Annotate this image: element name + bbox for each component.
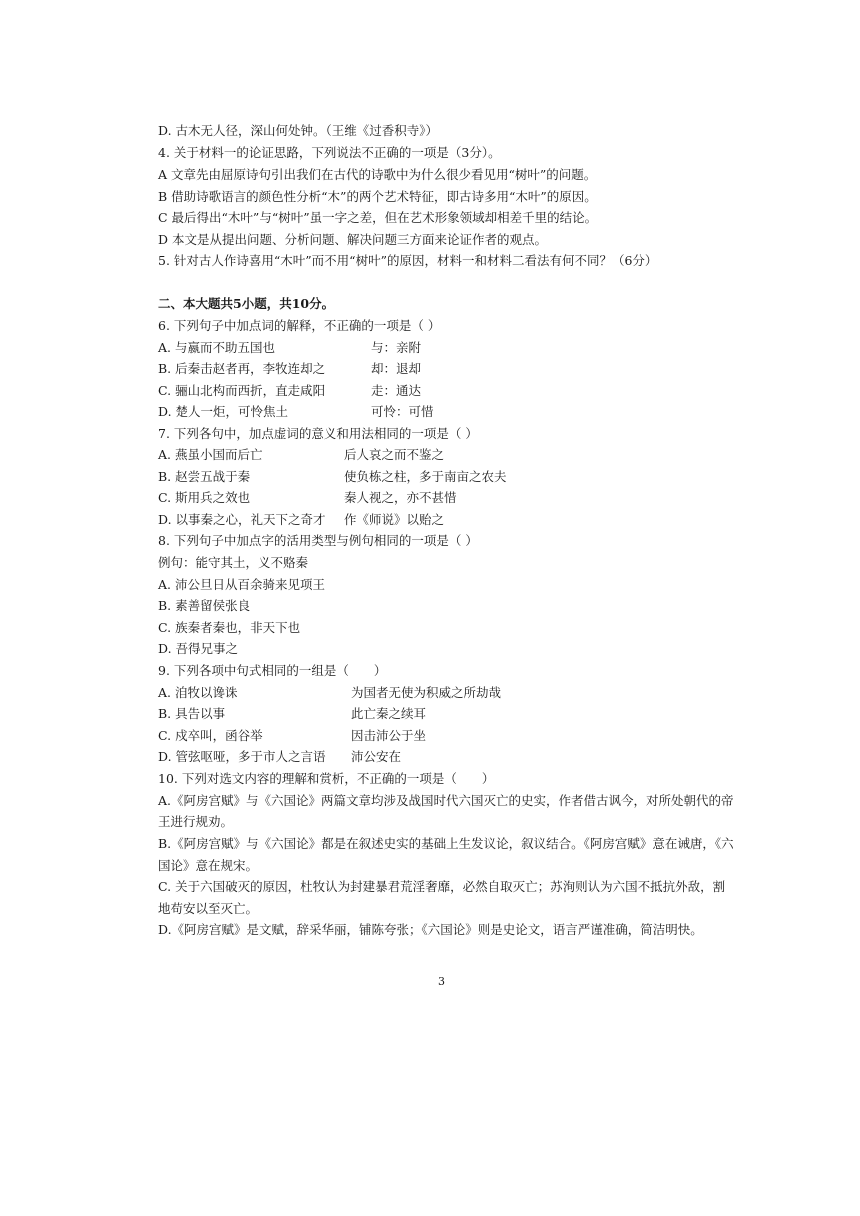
option-gloss: 与：亲附: [371, 340, 422, 355]
q6-option-d: [158, 404, 434, 420]
option-sentence: B. 具告以事: [158, 706, 226, 721]
q7-option-c: [158, 490, 457, 506]
option-sentence: B. 后秦击赵者再，李牧连却之: [158, 361, 326, 376]
q5-stem: 5. 针对古人作诗喜用“木叶”而不用“树叶”的原因，材料一和材料二看法有何不同？（6分）: [158, 253, 658, 268]
option-compare: 使负栋之柱，多于南亩之农夫: [344, 469, 507, 484]
q9-stem: 9. 下列各项中句式相同的一组是（ ）: [158, 663, 387, 678]
option-sentence: A. 燕虽小国而后亡: [158, 447, 263, 462]
q10-option-a-line2: 王进行规劝。: [158, 814, 234, 829]
q9-option-b: [158, 706, 427, 722]
q9-option-d: [158, 749, 402, 765]
option-sentence: C. 骊山北构而西折，直走咸阳: [158, 383, 326, 398]
q8-option-a: A. 沛公旦日从百余骑来见项王: [158, 577, 325, 592]
option-compare: 沛公安在: [351, 749, 402, 764]
option-sentence: B. 赵尝五战于秦: [158, 469, 251, 484]
q3-option-d: D. 古木无人径，深山何处钟。（王维《过香积寺》）: [158, 123, 439, 138]
option-gloss: 可怜：可惜: [371, 404, 434, 419]
q8-example: 例句：能守其土，义不赂秦: [158, 555, 309, 570]
option-gloss: 走：通达: [371, 383, 422, 398]
q6-option-a: [158, 340, 422, 356]
option-compare: 作《师说》以贻之: [344, 512, 445, 527]
q10-option-c-line1: C. 关于六国破灭的原因，杜牧认为封建暴君荒淫奢靡，必然自取灭亡；苏洵则认为六国不抵抗外敌，割: [158, 879, 726, 894]
q10-option-d: D.《阿房宫赋》是文赋，辞采华丽，铺陈夸张；《六国论》则是史论文，语言严谨准确，简洁明快。: [158, 922, 703, 937]
q10-option-c-line2: 地苟安以至灭亡。: [158, 901, 259, 916]
q4-stem: 4. 关于材料一的论证思路，下列说法不正确的一项是（3分）。: [158, 145, 501, 160]
q4-option-d: D 本文是从提出问题、分析问题、解决问题三方面来论证作者的观点。: [158, 232, 547, 247]
q8-option-c: C. 族秦者秦也，非天下也: [158, 620, 301, 635]
option-sentence: D. 以事秦之心，礼天下之奇才: [158, 512, 326, 527]
option-sentence: C. 戍卒叫，函谷举: [158, 728, 263, 743]
q7-option-a: [158, 447, 445, 463]
q8-option-d: D. 吾得兄事之: [158, 641, 239, 656]
option-sentence: A. 与嬴而不助五国也: [158, 340, 275, 355]
option-compare: 因击沛公于坐: [351, 728, 427, 743]
q7-option-b: [158, 469, 507, 485]
q7-option-d: [158, 512, 445, 528]
option-compare: 此亡秦之续耳: [351, 706, 427, 721]
q6-option-c: [158, 383, 422, 399]
option-compare: 为国者无使为积威之所劫哉: [351, 685, 502, 700]
option-sentence: A. 洎牧以谗诛: [158, 685, 238, 700]
q10-option-b-line2: 国论》意在规宋。: [158, 858, 259, 873]
q4-option-c: C 最后得出“木叶”与“树叶”虽一字之差，但在艺术形象领域却相差千里的结论。: [158, 210, 598, 225]
q6-option-b: [158, 361, 422, 377]
option-gloss: 却：退却: [371, 361, 422, 376]
page-number: 3: [438, 975, 445, 988]
q7-stem: 7. 下列各句中，加点虚词的意义和用法相同的一项是（ ）: [158, 426, 478, 441]
q10-option-a-line1: A.《阿房宫赋》与《六国论》两篇文章均涉及战国时代六国灭亡的史实，作者借古讽今，对所处朝代的帝: [158, 793, 734, 808]
option-compare: 后人哀之而不鉴之: [344, 447, 445, 462]
q10-option-b-line1: B.《阿房宫赋》与《六国论》都是在叙述史实的基础上生发议论，叙议结合。《阿房宫赋》意在诫唐，《六: [158, 836, 734, 851]
q4-option-a: A 文章先由屈原诗句引出我们在古代的诗歌中为什么很少看见用“树叶”的问题。: [158, 167, 597, 182]
option-compare: 秦人视之，亦不甚惜: [344, 490, 457, 505]
q4-option-b: B 借助诗歌语言的颜色性分析“木”的两个艺术特征，即古诗多用“木叶”的原因。: [158, 189, 597, 204]
q9-option-a: [158, 685, 502, 701]
q8-option-b: B. 素善留侯张良: [158, 598, 251, 613]
q9-option-c: [158, 728, 427, 744]
option-sentence: D. 楚人一炬，可怜焦土: [158, 404, 289, 419]
option-sentence: C. 斯用兵之效也: [158, 490, 251, 505]
q6-stem: 6. 下列句子中加点词的解释，不正确的一项是（ ）: [158, 318, 441, 333]
q8-stem: 8. 下列句子中加点字的活用类型与例句相同的一项是（ ）: [158, 533, 478, 548]
section-heading: 二、本大题共5小题，共10分。: [158, 296, 335, 311]
q10-stem: 10. 下列对选文内容的理解和赏析，不正确的一项是（ ）: [158, 771, 495, 786]
option-sentence: D. 管弦呕哑，多于市人之言语: [158, 749, 326, 764]
